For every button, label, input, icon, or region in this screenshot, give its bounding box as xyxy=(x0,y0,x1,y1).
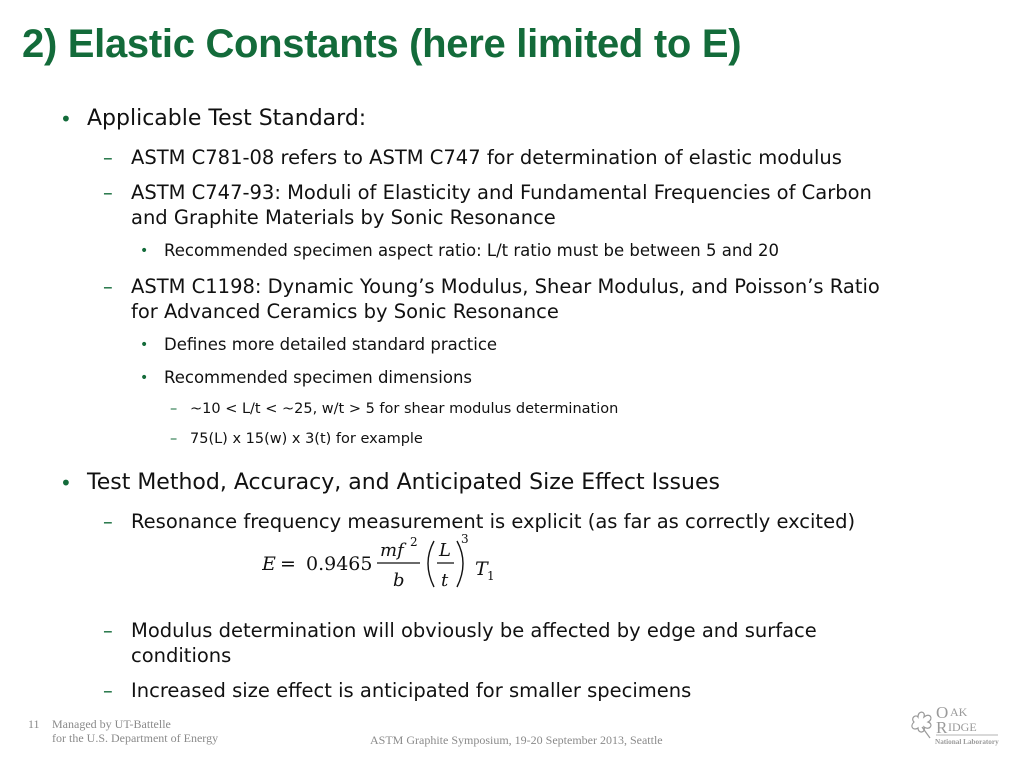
subbullet-text: Increased size effect is anticipated for smaller specimens xyxy=(131,679,692,702)
slide-title: 2) Elastic Constants (here limited to E) xyxy=(22,22,742,66)
level4-ratio-range xyxy=(170,401,950,417)
dash-marker: – xyxy=(103,619,113,642)
subbullet-text-line2: and Graphite Materials by Sonic Resonance xyxy=(131,206,556,229)
level4-text: ~10 < L/t < ~25, w/t > 5 for shear modulus determination xyxy=(190,401,619,417)
footer-managed-by xyxy=(52,717,218,745)
subbullet-text-line2: conditions xyxy=(131,644,232,667)
bullet-marker: • xyxy=(140,337,149,353)
dash-marker: – xyxy=(103,510,113,533)
subbullet-text-line2: for Advanced Ceramics by Sonic Resonance xyxy=(131,300,559,323)
dash-marker: – xyxy=(103,146,113,169)
dash-marker: – xyxy=(103,275,113,298)
subsubbullet-text: Recommended specimen dimensions xyxy=(164,368,473,387)
bullet-text: Test Method, Accuracy, and Anticipated Size Effect Issues xyxy=(87,470,720,495)
logo-initial-r: R xyxy=(936,718,948,737)
level4-text: 75(L) x 15(w) x 3(t) for example xyxy=(190,431,423,447)
level4-example-dimensions xyxy=(170,431,950,447)
subsubbullet-aspect-ratio xyxy=(140,241,960,260)
formula-lhs: E xyxy=(262,553,276,575)
footer-event: ASTM Graphite Symposium, 19-20 September 2013, Seattle xyxy=(370,733,663,747)
logo-initial-o: O xyxy=(936,703,949,722)
bullet-text: Applicable Test Standard: xyxy=(87,106,367,131)
subbullet-resonance xyxy=(103,509,943,534)
bullet-marker: • xyxy=(60,107,72,131)
formula-tail: T xyxy=(475,558,488,580)
bullet-marker: • xyxy=(140,370,149,386)
bullet-marker: • xyxy=(140,243,149,259)
subbullet-c781 xyxy=(103,145,943,170)
formula-numerator-exponent: 2 xyxy=(410,535,418,549)
logo-word-idge: IDGE xyxy=(948,720,977,734)
subbullet-size-effect xyxy=(103,678,943,703)
bullet-applicable-standard xyxy=(60,106,960,131)
right-paren xyxy=(457,541,463,587)
dash-marker: – xyxy=(170,401,178,417)
logo-word-ak: AK xyxy=(950,705,968,719)
subbullet-edge-conditions xyxy=(103,618,943,668)
formula-ratio-exponent: 3 xyxy=(461,532,469,546)
formula-equals: = xyxy=(280,553,296,575)
subsubbullet-text: Recommended specimen aspect ratio: L/t ratio must be between 5 and 20 xyxy=(164,241,779,260)
subsubbullet-standard-practice xyxy=(140,335,960,354)
oak-ridge-logo xyxy=(908,700,1003,748)
formula-coefficient: 0.9465 xyxy=(306,553,373,575)
subbullet-text: ASTM C781-08 refers to ASTM C747 for determination of elastic modulus xyxy=(131,146,842,169)
oak-leaf-icon xyxy=(912,712,931,732)
modulus-formula xyxy=(262,532,512,601)
subsubbullet-text: Defines more detailed standard practice xyxy=(164,335,498,354)
formula-ratio-denominator: t xyxy=(441,570,449,591)
subsubbullet-specimen-dimensions xyxy=(140,368,960,387)
left-paren xyxy=(428,541,434,587)
subbullet-text-line1: ASTM C747-93: Moduli of Elasticity and Fundamental Frequencies of Carbon xyxy=(131,181,872,204)
subbullet-text-line1: ASTM C1198: Dynamic Young’s Modulus, Shear Modulus, and Poisson’s Ratio xyxy=(131,275,880,298)
formula-denominator: b xyxy=(393,570,405,591)
formula-graphic xyxy=(262,532,512,596)
page-number: 11 xyxy=(28,717,40,731)
dash-marker: – xyxy=(103,181,113,204)
subbullet-c747 xyxy=(103,180,943,230)
bullet-test-method xyxy=(60,470,960,495)
dash-marker: – xyxy=(103,679,113,702)
dash-marker: – xyxy=(170,431,178,447)
bullet-marker: • xyxy=(60,471,72,495)
formula-ratio-numerator: L xyxy=(439,540,451,561)
formula-tail-subscript: 1 xyxy=(487,569,495,583)
subbullet-text-line1: Modulus determination will obviously be affected by edge and surface xyxy=(131,619,817,642)
logo-subtitle: National Laboratory xyxy=(935,738,999,746)
footer-managed-line2: for the U.S. Department of Energy xyxy=(52,731,219,745)
footer-managed-line1: Managed by UT-Battelle xyxy=(52,717,171,731)
formula-numerator: mf xyxy=(380,540,404,561)
subbullet-text: Resonance frequency measurement is explicit (as far as correctly excited) xyxy=(131,510,856,533)
subbullet-c1198 xyxy=(103,274,943,324)
